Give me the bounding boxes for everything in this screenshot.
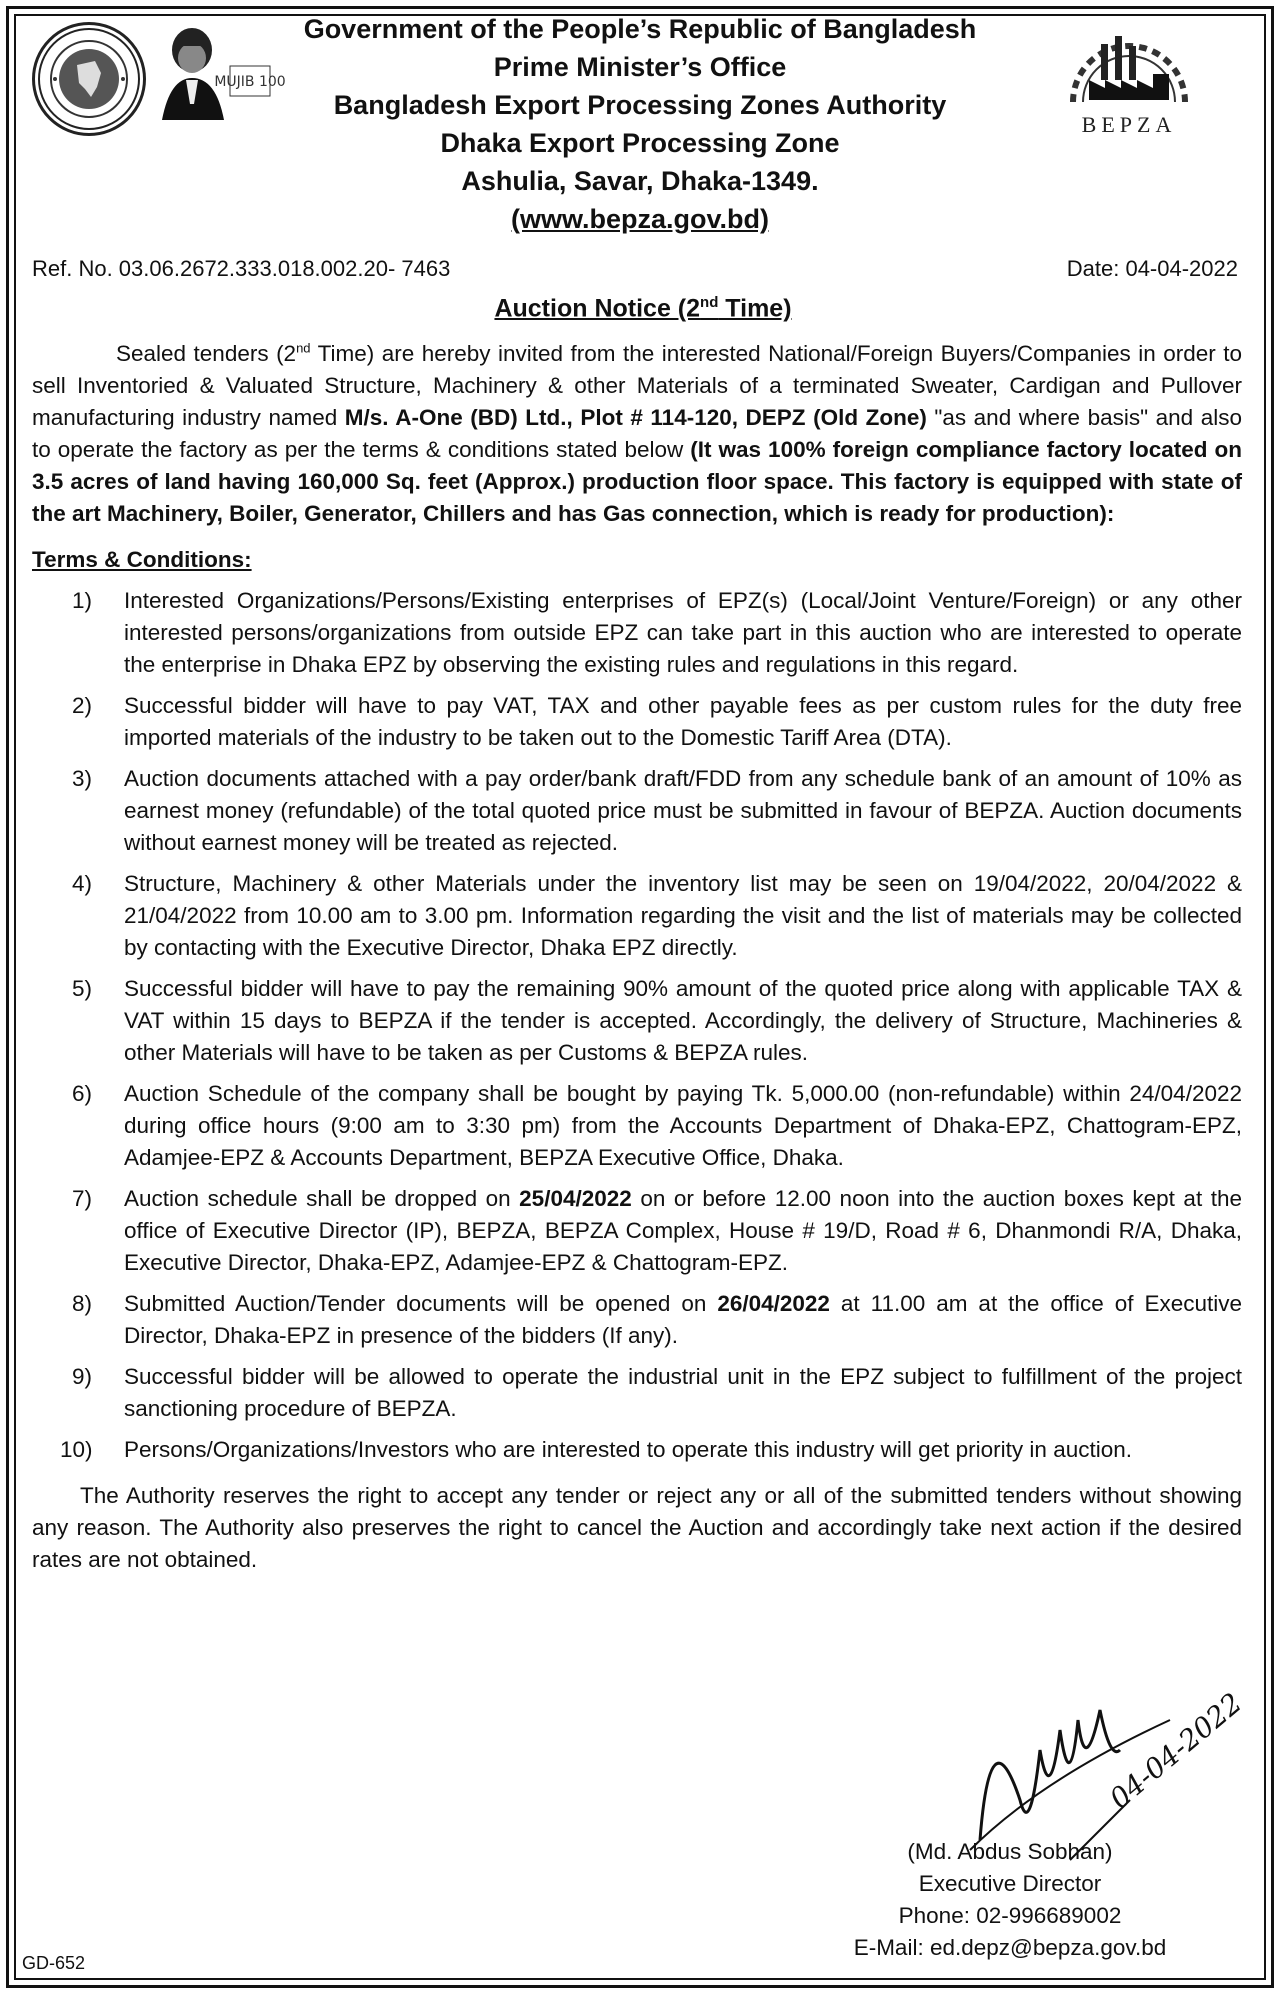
signatory-block xyxy=(800,1836,1220,1964)
bepza-logo-text: BEPZA xyxy=(1081,112,1177,137)
term-item: 2) Successful bidder will have to pay VAT, TAX and other payable fees as per custom rules for the duty free imported materials of the industry to be taken out to the Domestic Tariff Area (DTA). xyxy=(72,693,1242,750)
term-item: 10) Persons/Organizations/Investors who are interested to operate this industry will get priority in auction. xyxy=(60,1437,1132,1462)
header-ministry: Prime Minister’s Office xyxy=(493,52,787,82)
header-address: Ashulia, Savar, Dhaka-1349. xyxy=(461,166,819,196)
term-item: 7) Auction schedule shall be dropped on 25/04/2022 on or before 12.00 noon into the auction boxes kept at the office of Executive Director (IP), BEPZA, BEPZA Complex, House # 19/D, Road # 6, Dhanmondi R/A, Dhaka, Executive Director, Dhaka-EPZ, Adamjee-EPZ & Chattogram-EPZ. xyxy=(72,1186,1242,1275)
notice-date: Date: 04-04-2022 xyxy=(1066,256,1238,281)
closing-paragraph: The Authority reserves the right to accept any tender or reject any or all of the submitted tenders without showing any reason. The Authority also preserves the right to cancel the Auction and accordingly take next action if the desired rates are not obtained. xyxy=(32,1483,1242,1572)
letterhead xyxy=(250,10,1030,238)
terms-heading: Terms & Conditions: xyxy=(32,547,252,572)
term-item: 1) Interested Organizations/Persons/Existing enterprises of EPZ(s) (Local/Joint Venture/Foreign) or any other interested persons/organizations from outside EPZ can take part in this auction who are interested to operate the enterprise in Dhaka EPZ by observing the existing rules and regulations in this regard. xyxy=(72,588,1242,677)
notice-title: Auction Notice (2nd Time) xyxy=(494,294,792,323)
header-website-link[interactable]: (www.bepza.gov.bd) xyxy=(511,204,769,234)
signatory-designation: Executive Director xyxy=(918,1871,1102,1896)
footer-code: GD-652 xyxy=(22,1953,86,1973)
header-zone: Dhaka Export Processing Zone xyxy=(440,128,840,158)
signature-date: 04-04-2022 xyxy=(1103,1686,1249,1816)
signatory-name: (Md. Abdus Sobhan) xyxy=(907,1839,1113,1864)
term-item: 5) Successful bidder will have to pay the remaining 90% amount of the quoted price along with applicable TAX & VAT within 15 days to BEPZA if the tender is accepted. Accordingly, the delivery of Structure, Machineries & other Materials will have to be taken as per Customs & BEPZA rules. xyxy=(72,976,1242,1065)
term-item: 3) Auction documents attached with a pay order/bank draft/FDD from any schedule bank of an amount of 10% as earnest money (refundable) of the total quoted price must be submitted in favour of BEPZA. Auction documents without earnest money will be treated as rejected. xyxy=(72,766,1242,855)
signatory-email[interactable]: E-Mail: ed.depz@bepza.gov.bd xyxy=(853,1935,1167,1960)
header-authority: Bangladesh Export Processing Zones Authority xyxy=(333,90,947,120)
mujib-100-text: MUJIB 100 xyxy=(214,74,286,90)
government-seal-logo xyxy=(32,22,146,136)
term-item: 8) Submitted Auction/Tender documents will be opened on 26/04/2022 at 11.00 am at the office of Executive Director, Dhaka-EPZ in presence of the bidders (If any). xyxy=(72,1291,1242,1348)
reference-number: Ref. No. 03.06.2672.333.018.002.20- 7463 xyxy=(32,256,451,281)
header-government: Government of the People’s Republic of Bangladesh xyxy=(303,14,977,44)
bepza-gear-logo xyxy=(1055,22,1203,140)
term-item: 9) Successful bidder will be allowed to operate the industrial unit in the EPZ subject to fulfillment of the project sanctioning procedure of BEPZA. xyxy=(72,1364,1242,1421)
term-item: 4) Structure, Machinery & other Materials under the inventory list may be seen on 19/04/2022, 20/04/2022 & 21/04/2022 from 10.00 am to 3.00 pm. Information regarding the visit and the list of materials may be collected by contacting with the Executive Director, Dhaka EPZ directly. xyxy=(72,871,1242,960)
term-item: 6) Auction Schedule of the company shall be bought by paying Tk. 5,000.00 (non-refundable) within 24/04/2022 during office hours (9:00 am to 3:30 pm) from the Accounts Department of Dhaka-EPZ, Chattogram-EPZ, Adamjee-EPZ & Accounts Department, BEPZA Executive Office, Dhaka. xyxy=(72,1081,1242,1170)
notice-body xyxy=(32,338,1242,1576)
intro-paragraph: Sealed tenders (2nd Time) are hereby invited from the interested National/Foreign Buyers/Companies in order to sell Inventoried & Valuated Structure, Machinery & other Materials of a terminated Sweater, Cardigan and Pullover manufacturing industry named M/s. A-One (BD) Ltd., Plot # 114-120, DEPZ (Old Zone) "as and where basis" and also to operate the factory as per the terms & conditions stated below (It was 100% foreign compliance factory located on 3.5 acres of land having 160,000 Sq. feet (Approx.) production floor space. This factory is equipped with state of the art Machinery, Boiler, Generator, Chillers and has Gas connection, which is ready for production): xyxy=(32,340,1242,526)
signatory-phone: Phone: 02-996689002 xyxy=(898,1903,1122,1928)
